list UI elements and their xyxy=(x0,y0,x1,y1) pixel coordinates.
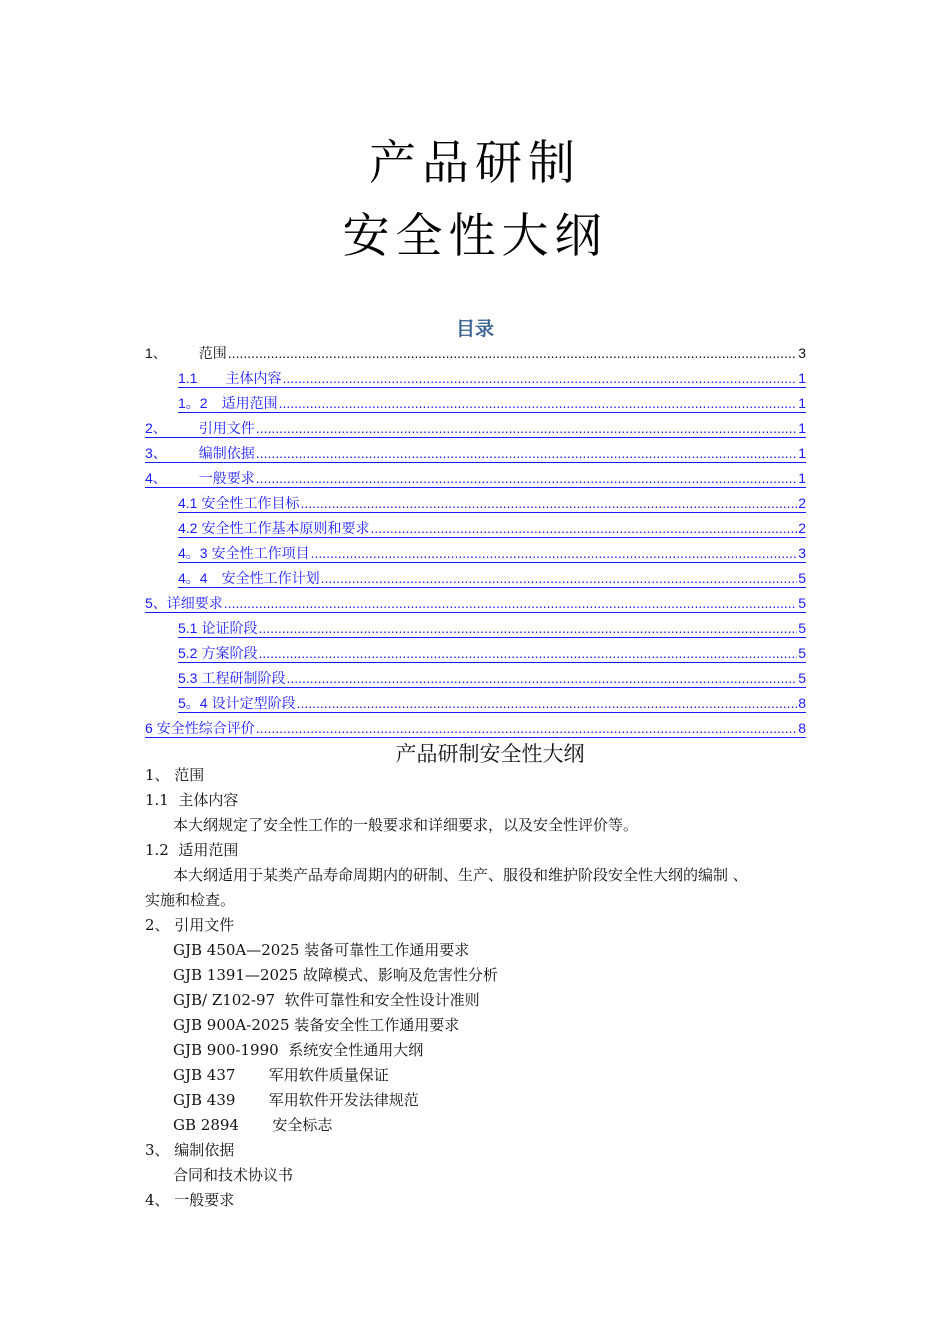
document-title: 产品研制安全性大纲 xyxy=(395,742,585,766)
section-3-heading: 3、 编制依据 xyxy=(145,1141,235,1159)
toc-entry-1-2[interactable] xyxy=(178,392,806,413)
toc-leader xyxy=(258,644,797,662)
section-1-1-heading: 1.1 主体内容 xyxy=(145,791,239,809)
toc-entry-number: 5。4 xyxy=(178,695,208,711)
toc-entry-number: 4.1 xyxy=(178,495,198,511)
toc-entry-number: 4.2 xyxy=(178,520,198,536)
toc-leader xyxy=(370,519,797,537)
toc-entry-page: 5 xyxy=(798,645,806,661)
toc-entry-label: 一般要求 xyxy=(198,470,255,486)
toc-entry-number: 1。2 xyxy=(178,395,208,411)
toc-entry-label: 安全性工作项目 xyxy=(211,545,310,561)
toc-entry-label: 安全性工作计划 xyxy=(221,570,320,586)
section-1-2-heading: 1.2 适用范围 xyxy=(145,841,239,859)
toc-leader xyxy=(256,419,797,437)
toc-entry-number: 4、 xyxy=(145,470,167,486)
toc-entry-number: 5.3 xyxy=(178,670,198,686)
toc-entry-label: 方案阶段 xyxy=(201,645,258,661)
section-1-heading: 1、 范围 xyxy=(145,766,205,784)
toc-leader xyxy=(286,669,797,687)
toc-entry-4-4[interactable] xyxy=(178,567,806,588)
toc-leader xyxy=(258,619,797,637)
toc-entry-5-2[interactable] xyxy=(178,642,806,663)
toc-heading: 目录 xyxy=(455,318,494,340)
toc-entry-2[interactable] xyxy=(145,417,806,438)
toc-leader xyxy=(300,494,797,512)
toc-leader xyxy=(228,344,797,362)
section-1-2-text: 本大纲适用于某类产品寿命周期内的研制、生产、服役和维护阶段安全性大纲的编制 、 xyxy=(173,866,748,884)
toc-leader xyxy=(311,544,798,562)
toc-entry-page: 5 xyxy=(798,620,806,636)
toc-entry-page: 8 xyxy=(798,720,806,736)
reference-item: GB 2894 安全标志 xyxy=(173,1116,333,1134)
toc-entry-label: 范围 xyxy=(198,345,227,361)
toc-entry-5-1[interactable] xyxy=(178,617,806,638)
toc-entry-4-1[interactable] xyxy=(178,492,806,513)
toc-entry-label: 编制依据 xyxy=(198,445,255,461)
toc-entry-page: 5 xyxy=(798,595,806,611)
toc-entry-label: 主体内容 xyxy=(225,370,282,386)
toc-entry-label: 详细要求 xyxy=(166,595,223,611)
section-1-1-text: 本大纲规定了安全性工作的一般要求和详细要求，以及安全性评价等。 xyxy=(173,816,639,834)
toc-entry-label: 适用范围 xyxy=(221,395,278,411)
toc-entry-label: 引用文件 xyxy=(198,420,255,436)
toc-leader xyxy=(279,394,798,412)
toc-entry-4-2[interactable] xyxy=(178,517,806,538)
toc-entry-5[interactable] xyxy=(145,592,806,613)
reference-item: GJB/ Z102-97 软件可靠性和安全性设计准则 xyxy=(173,991,480,1009)
toc-entry-page: 5 xyxy=(798,570,806,586)
toc-entry-page: 1 xyxy=(798,420,806,436)
toc-entry-page: 2 xyxy=(798,495,806,511)
reference-item: GJB 1391—2025 故障模式、影响及危害性分析 xyxy=(173,966,498,984)
toc-entry-number: 5、 xyxy=(145,595,167,611)
toc-leader xyxy=(224,594,797,612)
toc-entry-number: 3、 xyxy=(145,445,167,461)
toc-entry-4[interactable] xyxy=(145,467,806,488)
toc-entry-page: 8 xyxy=(798,695,806,711)
toc-entry-6[interactable] xyxy=(145,717,806,738)
toc-leader xyxy=(256,469,797,487)
toc-entry-page: 5 xyxy=(798,670,806,686)
reference-item: GJB 900A-2025 装备安全性工作通用要求 xyxy=(173,1016,460,1034)
toc-entry-number: 5.2 xyxy=(178,645,198,661)
toc-entry-label: 设计定型阶段 xyxy=(211,695,296,711)
reference-item: GJB 450A—2025 装备可靠性工作通用要求 xyxy=(173,941,470,959)
toc-leader xyxy=(256,719,797,737)
toc-entry-label: 工程研制阶段 xyxy=(201,670,286,686)
reference-item: GJB 437 军用软件质量保证 xyxy=(173,1066,389,1084)
toc-entry-number: 5.1 xyxy=(178,620,198,636)
section-4-heading: 4、 一般要求 xyxy=(145,1191,235,1209)
toc-entry-number: 2、 xyxy=(145,420,167,436)
toc-entry-page: 1 xyxy=(798,445,806,461)
toc-entry-page: 1 xyxy=(798,370,806,386)
toc-entry-1[interactable] xyxy=(145,342,806,362)
toc-entry-5-3[interactable] xyxy=(178,667,806,688)
toc-entry-number: 1、 xyxy=(145,345,167,361)
toc-entry-number: 4。4 xyxy=(178,570,208,586)
toc-entry-page: 3 xyxy=(798,545,806,561)
toc-entry-label: 论证阶段 xyxy=(201,620,258,636)
cover-title-line2: 安全性大纲 xyxy=(342,209,608,264)
toc-entry-1-1[interactable] xyxy=(178,367,806,388)
section-1-2-text-cont: 实施和检查。 xyxy=(145,891,236,909)
toc-leader xyxy=(297,694,798,712)
cover-title-line1: 产品研制 xyxy=(369,136,581,191)
reference-item: GJB 439 军用软件开发法律规范 xyxy=(173,1091,419,1109)
toc-entry-5-4[interactable] xyxy=(178,692,806,713)
toc-entry-4-3[interactable] xyxy=(178,542,806,563)
toc-entry-number: 1.1 xyxy=(178,370,198,386)
toc-leader xyxy=(282,369,797,387)
reference-item: GJB 900-1990 系统安全性通用大纲 xyxy=(173,1041,424,1059)
section-3-text: 合同和技术协议书 xyxy=(173,1166,294,1184)
toc-entry-label: 安全性综合评价 xyxy=(156,720,255,736)
toc-entry-page: 1 xyxy=(798,470,806,486)
toc-entry-label: 安全性工作目标 xyxy=(201,495,300,511)
toc-entry-label: 安全性工作基本原则和要求 xyxy=(201,520,370,536)
toc-leader xyxy=(321,569,798,587)
toc-entry-3[interactable] xyxy=(145,442,806,463)
toc-leader xyxy=(256,444,797,462)
toc-entry-page: 2 xyxy=(798,520,806,536)
section-2-heading: 2、 引用文件 xyxy=(145,916,235,934)
toc-entry-number: 4。3 xyxy=(178,545,208,561)
toc-entry-page: 1 xyxy=(798,395,806,411)
toc-entry-page: 3 xyxy=(798,345,806,361)
toc-entry-number: 6 xyxy=(145,720,153,736)
